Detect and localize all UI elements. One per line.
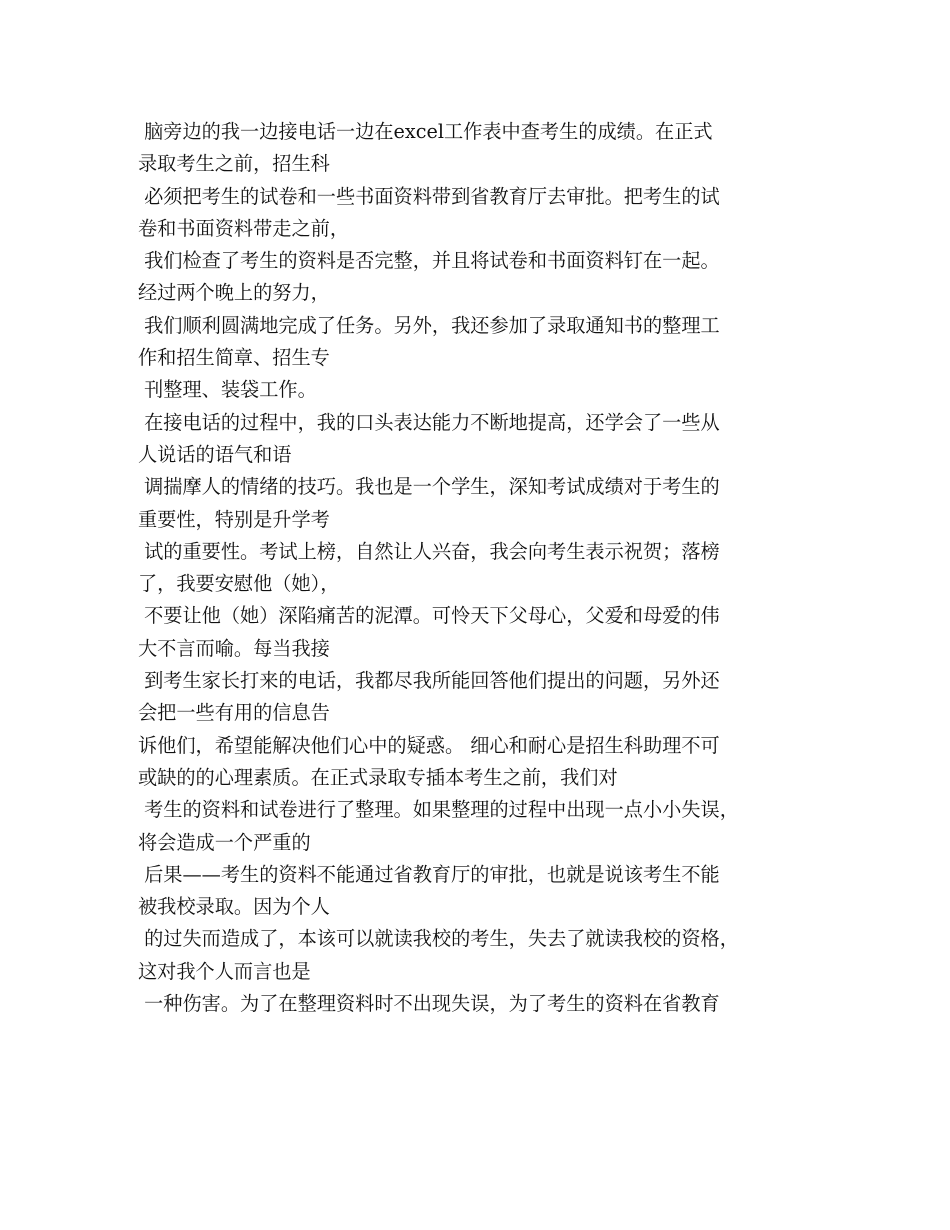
text-line: 重要性，特别是升学考 (138, 507, 330, 531)
text-line: 会把一些有用的信息告 (138, 701, 330, 725)
text-line: 作和招生简章、招生专 (138, 346, 330, 370)
text-line: 脑旁边的我一边接电话一边在excel工作表中查考生的成绩。在正式 (138, 120, 713, 143)
text-line: 人说话的语气和语 (138, 442, 292, 466)
document-body (138, 116, 828, 1020)
text-line: 我们检查了考生的资料是否完整，并且将试卷和书面资料钉在一起。 (138, 249, 720, 273)
text-line: 在接电话的过程中，我的口头表达能力不断地提高，还学会了一些从 (138, 410, 720, 434)
text-line: 了，我要安慰他（她）， (138, 572, 340, 596)
text-line: 诉他们，希望能解决他们心中的疑惑。 细心和耐心是招生科助理不可 (138, 733, 720, 757)
text-line: 不要让他（她）深陷痛苦的泥潭。可怜天下父母心，父爱和母爱的伟 (138, 604, 720, 628)
text-line: 大不言而喻。每当我接 (138, 636, 330, 660)
text-line: 录取考生之前，招生科 (138, 152, 330, 176)
text-line: 试的重要性。考试上榜，自然让人兴奋，我会向考生表示祝贺；落榜 (138, 539, 720, 563)
text-line: 必须把考生的试卷和一些书面资料带到省教育厅去审批。把考生的试 (138, 184, 720, 208)
text-line: 调揣摩人的情绪的技巧。我也是一个学生，深知考试成绩对于考生的 (138, 475, 720, 499)
text-line: 将会造成一个严重的 (138, 830, 311, 854)
text-line: 刊整理、装袋工作。 (138, 378, 317, 402)
text-line: 这对我个人而言也是 (138, 959, 311, 983)
text-line: 经过两个晚上的努力， (138, 281, 330, 305)
text-line: 到考生家长打来的电话，我都尽我所能回答他们提出的问题，另外还 (138, 669, 720, 693)
text-line: 后果——考生的资料不能通过省教育厅的审批，也就是说该考生不能 (138, 862, 720, 886)
text-line: 被我校录取。因为个人 (138, 895, 330, 919)
text-line: 的过失而造成了，本该可以就读我校的考生，失去了就读我校的资格， (138, 927, 739, 951)
text-line: 我们顺利圆满地完成了任务。另外，我还参加了录取通知书的整理工 (138, 313, 720, 337)
text-line: 卷和书面资料带走之前， (138, 216, 350, 240)
text-line: 一种伤害。为了在整理资料时不出现失误，为了考生的资料在省教育 (138, 992, 720, 1016)
text-line: 考生的资料和试卷进行了整理。如果整理的过程中出现一点小小失误， (138, 798, 739, 822)
text-line: 或缺的的心理素质。在正式录取专插本考生之前，我们对 (138, 765, 618, 789)
